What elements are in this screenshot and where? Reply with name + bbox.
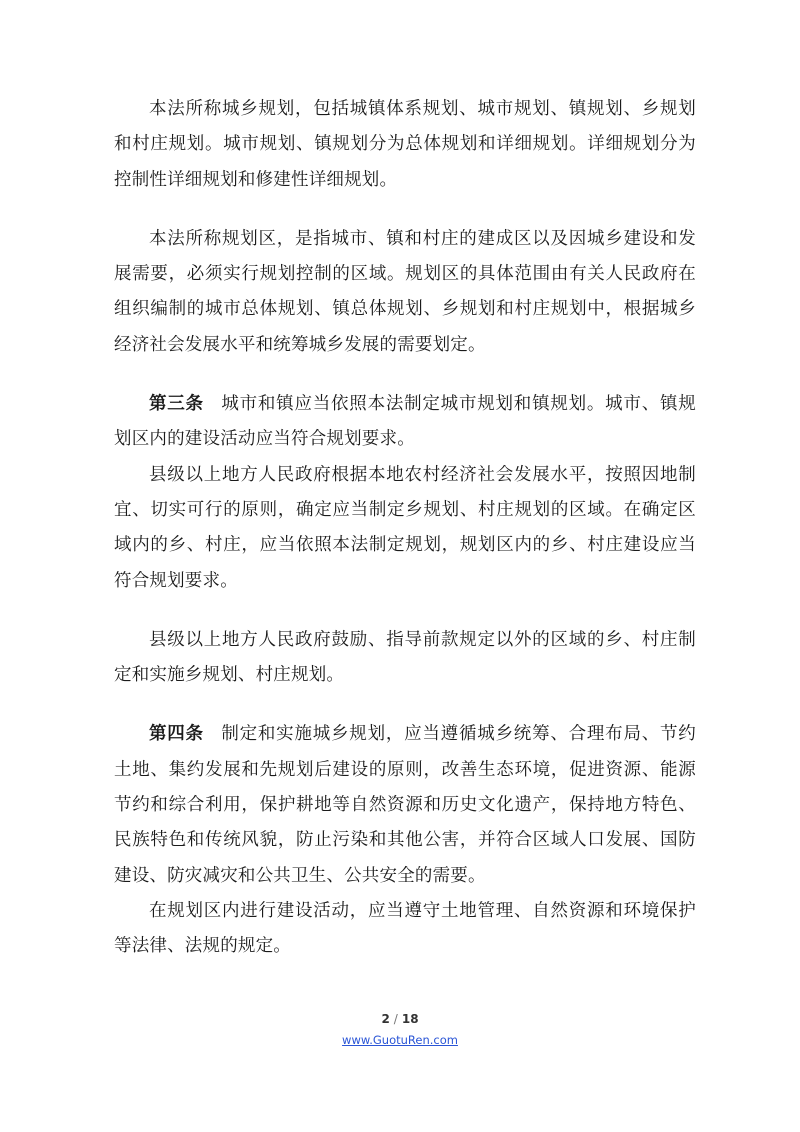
page-current: 2 [381,1012,390,1026]
paragraph-urban-rural-planning: 本法所称城乡规划，包括城镇体系规划、城市规划、镇规划、乡规划和村庄规划。城市规划、镇规划分为总体规划和详细规划。详细规划分为控制性详细规划和修建性详细规划。 [114,99,696,190]
paragraph-article-3 [114,387,696,458]
document-body [114,92,696,965]
paragraph-county-planning: 县级以上地方人民政府根据本地农村经济社会发展水平，按照因地制宜、切实可行的原则，确定应当制定乡规划、村庄规划的区域。在确定区域内的乡、村庄，应当依照本法制定规划，规划区内的乡、村庄建设应当符合规划要求。 [114,464,696,591]
page-separator: / [393,1012,398,1026]
article-text: 城市和镇应当依照本法制定城市规划和镇规划。城市、镇规划区内的建设活动应当符合规划要求。 [114,394,696,450]
article-number: 第三条 [149,394,204,415]
site-link[interactable]: www.GuotuRen.com [342,1033,458,1047]
article-number: 第四条 [149,724,204,745]
paragraph-planning-area: 本法所称规划区，是指城市、镇和村庄的建成区以及因城乡建设和发展需要，必须实行规划控制的区域。规划区的具体范围由有关人民政府在组织编制的城市总体规划、镇总体规划、乡规划和村庄规划中，根据城乡经济社会发展水平和统筹城乡发展的需要划定。 [114,228,696,355]
paragraph-encouraged-planning: 县级以上地方人民政府鼓励、指导前款规定以外的区域的乡、村庄制定和实施乡规划、村庄规划。 [114,629,696,686]
paragraph-construction-activities: 在规划区内进行建设活动，应当遵守土地管理、自然资源和环境保护等法律、法规的规定。 [114,900,696,957]
article-text: 制定和实施城乡规划，应当遵循城乡统筹、合理布局、节约土地、集约发展和先规划后建设的原则，改善生态环境，促进资源、能源节约和综合利用，保护耕地等自然资源和历史文化遗产，保持地方特色、民族特色和传统风貌，防止污染和其他公害，并符合区域人口发展、国防建设、防灾减灾和公共卫生、公共安全的需要。 [114,724,696,886]
page-number [0,1012,800,1026]
page-total: 18 [401,1012,419,1026]
paragraph-article-4 [114,717,696,893]
